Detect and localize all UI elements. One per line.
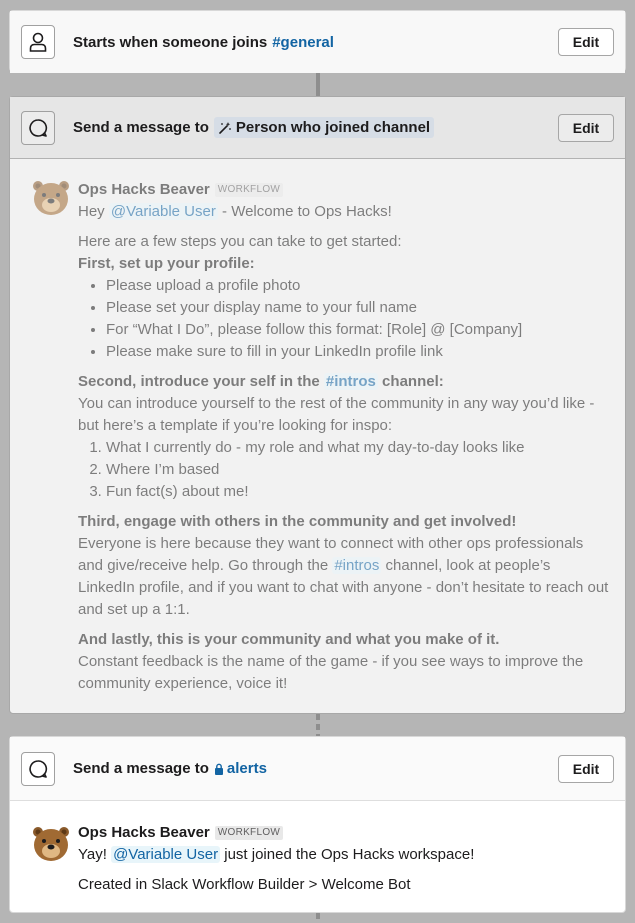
- list-item: • Please set your display name to your full name: [106, 297, 611, 319]
- list-item: • Please make sure to fill in your LinkedIn profile link: [106, 341, 611, 363]
- workflow-badge: WORKFLOW: [215, 826, 283, 840]
- list-item: • For “What I Do”, please follow this format: [Role] @ [Company]: [106, 319, 611, 341]
- trigger-title: Starts when someone joins #general: [73, 33, 334, 51]
- step-card-alerts: [9, 736, 626, 913]
- person-icon: [21, 25, 55, 59]
- profile-list: [78, 275, 611, 363]
- second-heading: Second, introduce your self in the #intros channel:: [78, 373, 444, 390]
- step2-edit-button[interactable]: Edit: [558, 755, 614, 783]
- last-heading: And lastly, this is your community and what you make of it.: [78, 631, 500, 648]
- sender-name[interactable]: Ops Hacks Beaver: [78, 824, 210, 841]
- message-bubble-icon: [21, 752, 55, 786]
- first-heading: First, set up your profile:: [78, 255, 255, 272]
- created-in-footer: Created in Slack Workflow Builder > Welcome Bot: [78, 876, 411, 893]
- variable-chip[interactable]: Person who joined channel: [214, 117, 434, 138]
- connector-line-2: [316, 714, 320, 736]
- step1-edit-button[interactable]: Edit: [558, 114, 614, 142]
- connector-line-1: [316, 72, 320, 96]
- intro-text: Here are a few steps you can take to get started:: [78, 233, 402, 250]
- last-body: Constant feedback is the name of the game - if you see ways to improve the community experience, voice it!: [78, 653, 584, 692]
- third-body: Everyone is here because they want to connect with other ops professionals and give/receive help. Go through the #intros channel, look at people’s LinkedIn profile, and if you want to chat with anyone - don’t hesitate to reach out and set up a 1:1.: [78, 535, 609, 618]
- beaver-avatar-icon: [31, 824, 71, 864]
- third-heading: Third, engage with others in the community and get involved!: [78, 513, 517, 530]
- channel-intros-link[interactable]: #intros: [334, 557, 380, 574]
- step2-title: Send a message to alerts: [73, 760, 267, 777]
- magic-wand-icon: [218, 121, 232, 135]
- step2-message-preview: [10, 801, 625, 896]
- trigger-card: [9, 10, 626, 72]
- user-mention[interactable]: @Variable User: [110, 203, 216, 220]
- second-body: You can introduce yourself to the rest of the community in any way you’d like - but here’s a template if you’re looking for inspo:: [78, 395, 595, 434]
- intro-template-list: [78, 437, 611, 503]
- step1-message-preview: [10, 159, 625, 695]
- connector-line-3: [316, 913, 320, 923]
- lock-icon: [214, 763, 224, 775]
- list-item: 1. What I currently do - my role and what my day-to-day looks like: [106, 437, 611, 459]
- channel-intros-link[interactable]: #intros: [325, 373, 376, 390]
- message-bubble-icon: [21, 111, 55, 145]
- list-item: 2. Where I’m based: [106, 459, 611, 481]
- workflow-badge: WORKFLOW: [215, 183, 283, 197]
- join-announcement: Yay! @Variable User just joined the Ops Hacks workspace!: [78, 846, 475, 863]
- greeting-line: Hey @Variable User - Welcome to Ops Hacks!: [78, 203, 392, 220]
- user-mention[interactable]: @Variable User: [113, 846, 219, 863]
- channel-general-link[interactable]: #general: [272, 33, 334, 51]
- channel-alerts-link[interactable]: alerts: [214, 760, 267, 777]
- sender-name[interactable]: Ops Hacks Beaver: [78, 181, 210, 198]
- trigger-edit-button[interactable]: Edit: [558, 28, 614, 56]
- step1-title: Send a message to Person who joined channel: [73, 117, 558, 138]
- beaver-avatar-icon: [31, 178, 71, 218]
- step-card-welcome-dm: [9, 96, 626, 714]
- list-item: • Please upload a profile photo: [106, 275, 611, 297]
- list-item: 3. Fun fact(s) about me!: [106, 481, 611, 503]
